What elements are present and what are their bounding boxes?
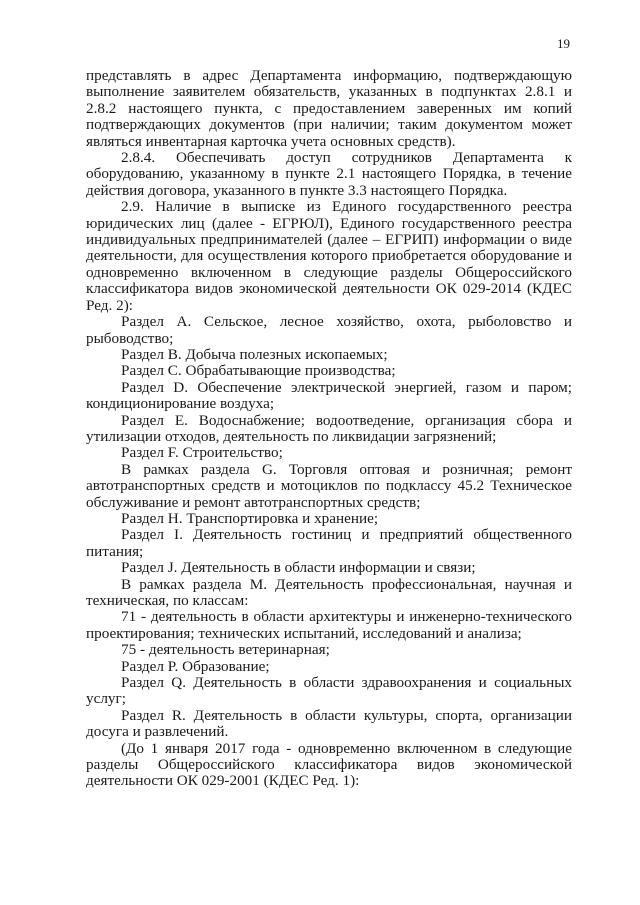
- page-number: 19: [557, 36, 570, 51]
- list-item: В рамках раздела M. Деятельность профессиональная, научная и техническая, по классам:: [86, 575, 572, 609]
- list-item: Раздел B. Добыча полезных ископаемых;: [121, 345, 388, 363]
- list-item: Раздел J. Деятельность в области информации и связи;: [121, 559, 476, 577]
- list-item: 71 - деятельность в области архитектуры и инженерно-технического проектирования; технических испытаний, исследований и анализа;: [86, 608, 572, 642]
- list-item: Раздел Q. Деятельность в области здравоохранения и социальных услуг;: [86, 674, 572, 708]
- paragraph: 2.9. Наличие в выписке из Единого государственного реестра юридических лиц (далее - ЕГРЮЛ), Единого государственного реестра индивидуальных предпринимателей (далее – ЕГРИП) информации о виде деятельности, для осуществления которого приобретается оборудование и одновременно включенном в следующие разделы Общероссийского классификатора видов экономической деятельности ОК 029-2014 (КДЕС Ред. 2):: [86, 198, 572, 314]
- list-item: Раздел E. Водоснабжение; водоотведение, организация сбора и утилизации отходов, деятельность по ликвидации загрязнений;: [86, 411, 572, 445]
- list-item: В рамках раздела G. Торговля оптовая и розничная; ремонт автотранспортных средств и мотоциклов по подклассу 45.2 Техническое обслуживание и ремонт автотранспортных средств;: [86, 460, 572, 511]
- list-item: Раздел C. Обрабатывающие производства;: [121, 362, 396, 380]
- list-item: Раздел H. Транспортировка и хранение;: [121, 509, 379, 527]
- list-item: Раздел P. Образование;: [121, 657, 270, 675]
- list-item: Раздел D. Обеспечение электрической энергией, газом и паром; кондиционирование воздуха;: [86, 378, 572, 413]
- paragraph: (До 1 января 2017 года - одновременно включенном в следующие разделы Общероссийского классификатора видов экономической деятельности ОК 029-2001 (КДЕС Ред. 1):: [86, 739, 572, 790]
- list-item: Раздел A. Сельское, лесное хозяйство, охота, рыболовство и рыбоводство;: [86, 313, 572, 347]
- list-item: Раздел I. Деятельность гостиниц и предприятий общественного питания;: [86, 526, 572, 560]
- paragraph: представлять в адрес Департамента информацию, подтверждающую выполнение заявителем обязательств, указанных в подпунктах 2.8.1 и 2.8.2 настоящего пункта, с предоставлением заверенных им копий подтверждающих документов (при наличии; таким документом может являться инвентарная карточка учета основных средств).: [86, 67, 572, 150]
- body-text: [86, 68, 572, 790]
- list-item: Раздел F. Строительство;: [121, 444, 283, 462]
- paragraph: 2.8.4. Обеспечивать доступ сотрудников Департамента к оборудованию, указанному в пункте 2.1 настоящего Порядка, в течение действия договора, указанного в пункте 3.3 настоящего Порядка.: [86, 149, 572, 199]
- list-item: Раздел R. Деятельность в области культуры, спорта, организации досуга и развлечений.: [86, 706, 572, 741]
- list-item: 75 - деятельность ветеринарная;: [121, 641, 330, 659]
